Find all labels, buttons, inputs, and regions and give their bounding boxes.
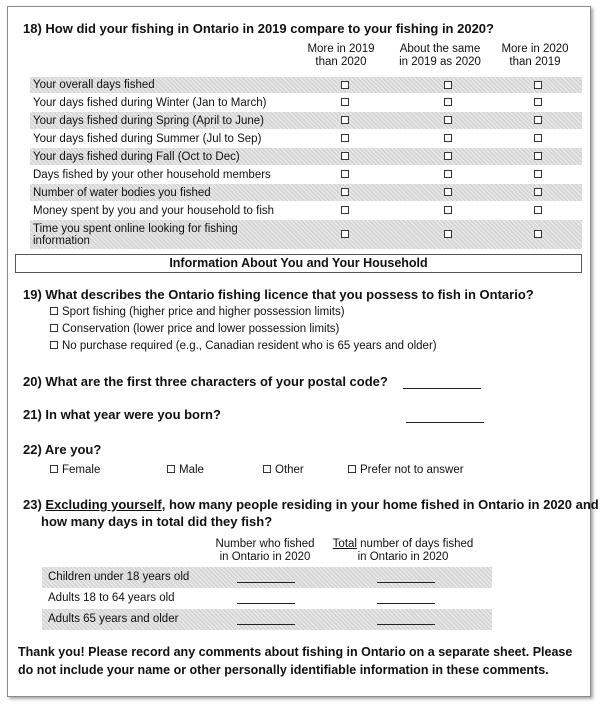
q18-row — [30, 130, 582, 148]
q18-row — [30, 184, 582, 202]
checkbox[interactable] — [444, 188, 452, 196]
checkbox[interactable] — [341, 152, 349, 160]
q18-row — [30, 77, 582, 94]
people-count-field[interactable] — [237, 603, 295, 604]
checkbox[interactable] — [50, 324, 58, 332]
checkbox[interactable] — [444, 230, 452, 238]
checkbox[interactable] — [341, 188, 349, 196]
people-count-field[interactable] — [237, 624, 295, 625]
q21-title: 21) In what year were you born? — [23, 407, 221, 422]
q18-grid — [30, 77, 582, 250]
q18-row-label: Number of water bodies you fished — [33, 186, 211, 199]
q18-row — [30, 166, 582, 184]
checkbox[interactable] — [444, 98, 452, 106]
checkbox[interactable] — [534, 230, 542, 238]
q23-table — [42, 567, 492, 630]
q18-row — [30, 112, 582, 130]
checkbox[interactable] — [534, 98, 542, 106]
q23-row-label: Adults 65 years and older — [48, 613, 179, 625]
checkbox[interactable] — [534, 116, 542, 124]
q22-option-label: Male — [179, 464, 204, 476]
q18-col-more-2019 — [300, 43, 382, 69]
q18-row — [30, 148, 582, 166]
checkbox[interactable] — [444, 170, 452, 178]
q23-row-label: Children under 18 years old — [48, 571, 190, 583]
section-header: Information About You and Your Household — [15, 254, 582, 273]
q18-col-more-2019-line2: than 2020 — [315, 56, 367, 68]
checkbox[interactable] — [444, 116, 452, 124]
q22-option-male[interactable] — [167, 464, 204, 476]
checkbox[interactable] — [341, 170, 349, 178]
q18-row-label: Your overall days fished — [33, 79, 155, 91]
days-count-field[interactable] — [377, 603, 435, 604]
q23-row — [42, 588, 492, 609]
checkbox[interactable] — [50, 307, 58, 315]
checkbox[interactable] — [341, 81, 349, 89]
q18-row — [30, 220, 582, 250]
q18-col-more-2020-line2: than 2019 — [509, 56, 561, 68]
q19-option[interactable] — [50, 340, 437, 352]
q19-option-label: No purchase required (e.g., Canadian resident who is 65 years and older) — [62, 340, 437, 352]
q23-col-number-line2: in Ontario in 2020 — [219, 551, 311, 563]
q22-option-label: Other — [275, 464, 304, 476]
q23-col-days-emph: Total — [332, 538, 357, 550]
q19-option[interactable] — [50, 323, 339, 335]
checkbox[interactable] — [348, 465, 356, 473]
q23-title-line2: how many days in total did they fish? — [41, 514, 273, 529]
q23-number: 23) — [23, 497, 46, 512]
q22-option-label: Female — [62, 464, 101, 476]
q22-option-female[interactable] — [50, 464, 100, 476]
q18-row-label: Days fished by your other household members — [33, 168, 271, 181]
q23-col-days-line2: in Ontario in 2020 — [357, 551, 449, 563]
q23-col-days-rest: number of days fished — [356, 538, 474, 550]
checkbox[interactable] — [444, 81, 452, 89]
q23-emphasis: Excluding yourself — [45, 497, 162, 512]
q23-row-label: Adults 18 to 64 years old — [48, 592, 175, 604]
checkbox[interactable] — [341, 230, 349, 238]
days-count-field[interactable] — [377, 582, 435, 583]
q23-row — [42, 609, 492, 630]
checkbox[interactable] — [50, 341, 58, 349]
q23-title-rest: , how many people residing in your home fished in Ontario in 2020 and — [161, 497, 599, 512]
checkbox[interactable] — [341, 134, 349, 142]
postal-code-field[interactable] — [403, 387, 481, 389]
closing-text: Thank you! Please record any comments about fishing in Ontario on a separate sheet. Please do not include your name or other personally identifiable information in these comments. — [18, 645, 573, 677]
checkbox[interactable] — [534, 188, 542, 196]
q22-option-label: Prefer not to answer — [360, 464, 464, 476]
checkbox[interactable] — [263, 465, 271, 473]
q19-option-label: Conservation (lower price and lower possession limits) — [62, 323, 340, 335]
checkbox[interactable] — [341, 116, 349, 124]
q18-col-same-line2: in 2019 as 2020 — [399, 56, 481, 68]
q18-row-label: Your days fished during Winter (Jan to March) — [33, 96, 267, 109]
q23-col-days — [328, 538, 478, 564]
q18-row-label: Time you spent online looking for fishing information — [33, 222, 238, 247]
q22-option-prefer-not[interactable] — [348, 464, 464, 476]
checkbox[interactable] — [534, 81, 542, 89]
q18-row-label: Money spent by you and your household to fish — [33, 204, 275, 217]
checkbox[interactable] — [444, 206, 452, 214]
checkbox[interactable] — [444, 134, 452, 142]
q18-col-more-2019-line1: More in 2019 — [307, 43, 375, 55]
q18-col-more-2020 — [494, 43, 576, 69]
checkbox[interactable] — [534, 206, 542, 214]
checkbox[interactable] — [444, 152, 452, 160]
q23-col-days-line1 — [328, 538, 478, 551]
checkbox[interactable] — [50, 465, 58, 473]
q18-row — [30, 94, 582, 112]
people-count-field[interactable] — [237, 582, 295, 583]
q23-title — [23, 497, 599, 512]
q19-title: 19) What describes the Ontario fishing licence that you possess to fish in Ontario? — [23, 287, 534, 302]
checkbox[interactable] — [534, 134, 542, 142]
checkbox[interactable] — [534, 170, 542, 178]
q18-col-more-2020-line1: More in 2020 — [501, 43, 569, 55]
survey-page — [7, 6, 599, 697]
checkbox[interactable] — [534, 152, 542, 160]
q22-option-other[interactable] — [263, 464, 304, 476]
q20-title: 20) What are the first three characters of your postal code? — [23, 374, 388, 389]
q18-row-label: Your days fished during Summer (Jul to Sep) — [33, 132, 262, 145]
birth-year-field[interactable] — [406, 421, 484, 423]
q18-row-label: Your days fished during Fall (Oct to Dec) — [33, 150, 240, 163]
checkbox[interactable] — [341, 206, 349, 214]
q18-row — [30, 202, 582, 220]
q18-col-same — [394, 43, 486, 69]
q23-row — [42, 567, 492, 588]
q19-option-label: Sport fishing (higher price and higher possession limits) — [62, 306, 345, 318]
checkbox[interactable] — [167, 465, 175, 473]
q18-col-same-line1: About the same — [399, 43, 481, 55]
days-count-field[interactable] — [377, 624, 435, 625]
q19-option[interactable] — [50, 306, 345, 318]
q18-title: 18) How did your fishing in Ontario in 2019 compare to your fishing in 2020? — [23, 21, 494, 36]
checkbox[interactable] — [341, 98, 349, 106]
q23-col-number-line1: Number who fished — [215, 538, 315, 550]
q18-row-label: Your days fished during Spring (April to June) — [33, 114, 264, 127]
q23-col-number — [206, 538, 324, 564]
q22-title: 22) Are you? — [23, 442, 102, 457]
